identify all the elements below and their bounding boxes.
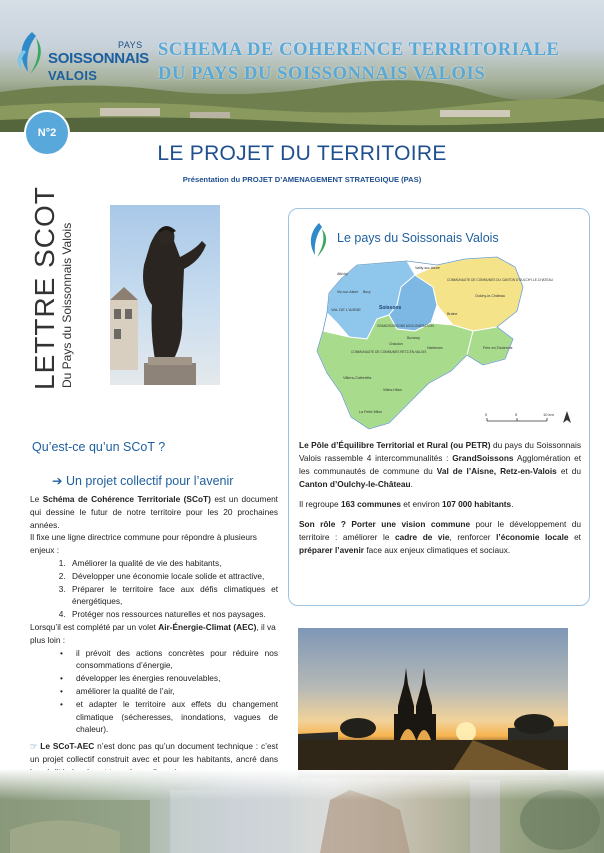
map-label-bucy: Bucy bbox=[363, 290, 371, 294]
scale-label-10: 10 km bbox=[543, 412, 554, 417]
north-arrow-icon bbox=[563, 411, 571, 423]
communes-text-run: . bbox=[511, 499, 514, 509]
cathedral-illustration bbox=[298, 628, 568, 778]
aec-actions-list bbox=[76, 647, 278, 737]
communes-text-run: 163 communes bbox=[340, 499, 401, 509]
map-label-villers: Villers-Cotterêts bbox=[343, 375, 372, 380]
role-text-run: l’économie locale bbox=[496, 532, 569, 542]
role-text-run: face aux enjeux climatiques et sociaux. bbox=[364, 545, 511, 555]
aec-intro-run: Lorsqu’il est complété par un volet bbox=[30, 621, 159, 632]
header-title bbox=[158, 38, 598, 86]
issue-badge: N°2 bbox=[24, 110, 70, 156]
map-label-braine: Braine bbox=[447, 312, 458, 316]
aec-intro-run: , il va plus loin : bbox=[30, 621, 276, 645]
logo-name: SOISSONNAIS bbox=[48, 50, 149, 67]
map-label-buzancy: Buzancy bbox=[407, 336, 421, 340]
logo-subname: VALOIS bbox=[48, 68, 98, 83]
map-label-ferte: La Ferté-Milon bbox=[359, 410, 383, 414]
scot-intro-2: Il fixe une ligne directrice commune pour répondre à plusieurs enjeux : bbox=[30, 532, 257, 556]
petr-text-run: Le Pôle d’Équilibre Territorial et Rural (ou PETR) bbox=[299, 440, 491, 450]
aec-action-item: • développer les énergies renouvelables, bbox=[76, 672, 278, 685]
scot-goals-list bbox=[68, 557, 278, 621]
scot-question-heading: Qu’est-ce qu’un SCoT ? bbox=[32, 440, 166, 454]
goal-list-item: 2. Développer une économie locale solide et attractive, bbox=[68, 570, 278, 583]
page-subtitle: Présentation du PROJET D’AMENAGEMENT STRATEGIQUE (PAS) bbox=[182, 175, 422, 184]
header-title-line1: SCHEMA DE COHERENCE TERRITORIALE bbox=[158, 40, 560, 60]
map-label-vailly: Vailly-sur-Aisne bbox=[415, 266, 440, 270]
map-label-oulchy-town: Oulchy-le-Château bbox=[475, 294, 505, 298]
logo-pays: PAYS bbox=[118, 40, 143, 50]
petr-text-run: du pays du Soissonnais Valois rassemble 4 intercommunalités : bbox=[299, 440, 581, 463]
petr-paragraph bbox=[299, 439, 581, 491]
goal-list-item: 3. Préparer le territoire face aux défis climatiques et énergétiques, bbox=[68, 583, 278, 609]
petr-text-run: et du bbox=[556, 466, 581, 476]
aec-intro-run: Air-Énergie-Climat (AEC) bbox=[158, 621, 257, 632]
map-label-val-aisne: VAL DE L'AISNE bbox=[331, 307, 361, 312]
statue-illustration bbox=[110, 205, 220, 385]
petr-text-run: . bbox=[410, 479, 413, 489]
role-text-run: Son rôle ? Porter une vision commune bbox=[299, 519, 471, 529]
map-label-attichy: Attichy bbox=[337, 272, 348, 276]
scot-intro bbox=[30, 493, 278, 531]
territory-map bbox=[297, 253, 583, 435]
role-text-run: et bbox=[568, 532, 581, 542]
scot-intro-run: Schéma de Cohérence Territoriale (SCoT) bbox=[42, 494, 211, 504]
map-label-retz: COMMUNAUTE DE COMMUNES RETZ-EN-VALOIS bbox=[351, 350, 427, 354]
closing-run: n’est donc pas qu’un document technique : c’est un projet collectif construit avec et pour les habitants, ancré dans bbox=[30, 741, 279, 764]
aec-action-item: • et adapter le territoire aux effets du changement climatique (sécheresses, inondations, vagues de chaleur). bbox=[76, 698, 278, 736]
petr-text-run: Agglomération et les communautés de commune du bbox=[299, 453, 581, 476]
header-title-line2: DU PAYS DU SOISSONNAIS VALOIS bbox=[158, 64, 486, 84]
role-text-run: , renforcer bbox=[449, 532, 497, 542]
map-label-soissons: Soissons bbox=[379, 305, 402, 311]
territory-map-panel bbox=[288, 208, 590, 606]
communes-paragraph bbox=[299, 498, 581, 511]
map-label-fere: Fère-en-Tardenois bbox=[483, 346, 513, 350]
aec-intro bbox=[30, 621, 278, 647]
scot-intro-run: Le bbox=[30, 494, 43, 504]
map-label-chaudun: Chaudun bbox=[389, 342, 403, 346]
scale-label-5: 5 bbox=[515, 412, 518, 417]
aec-action-item: • il prévoit des actions concrètes pour réduire nos consommations d’énergie, bbox=[76, 647, 278, 673]
goal-list-item: 4. Protéger nos ressources naturelles et nos paysages. bbox=[68, 608, 278, 621]
petr-text-run: Canton d’Oulchy-le-Château bbox=[299, 479, 411, 489]
aec-action-item: • améliorer la qualité de l’air, bbox=[76, 685, 278, 698]
footer-fade bbox=[0, 770, 604, 800]
page-title: LE PROJET DU TERRITOIRE bbox=[157, 142, 447, 165]
map-label-villers-helon: Villers-Hélon bbox=[383, 388, 403, 392]
scot-intro-run: est un document qui dessine le futur de notre territoire pour les 20 prochaines années. bbox=[30, 494, 278, 530]
arrow-right-icon: ➔ bbox=[52, 474, 63, 488]
vertical-title bbox=[29, 186, 80, 390]
scot-description bbox=[30, 493, 278, 779]
role-paragraph bbox=[299, 518, 581, 557]
cathedral-sunset-photo bbox=[298, 628, 568, 778]
logo bbox=[14, 24, 154, 84]
collective-project-heading bbox=[52, 473, 233, 488]
leaf-logo-icon bbox=[14, 28, 48, 78]
map-label-oulchy: COMMUNAUTE DE COMMUNES DU CANTON D'OULCHY-LE-CHATEAU bbox=[447, 278, 553, 282]
pointing-hand-icon: ☞ bbox=[30, 741, 38, 752]
collective-project-label: Un projet collectif pour l’avenir bbox=[65, 474, 234, 488]
vertical-title-sub: Du Pays du Soissonnais Valois bbox=[60, 222, 74, 388]
map-title: Le pays du Soissonais Valois bbox=[337, 231, 499, 245]
map-label-hartennes: Hartennes bbox=[427, 346, 443, 350]
petr-text-run: GrandSoissons bbox=[452, 453, 514, 463]
map-description bbox=[299, 439, 581, 564]
closing-run: Le SCoT-AEC bbox=[37, 741, 95, 752]
statue-photo bbox=[110, 205, 220, 385]
map-label-vic: Vic-sur-Aisne bbox=[337, 290, 359, 294]
communes-text-run: 107 000 habitants bbox=[442, 499, 512, 509]
scale-label-0: 0 bbox=[485, 412, 488, 417]
vertical-title-main: LETTRE SCOT bbox=[29, 186, 60, 390]
role-text-run: cadre de vie bbox=[395, 532, 450, 542]
communes-text-run: et environ bbox=[400, 499, 442, 509]
role-text-run: pour le développement du territoire : améliorer le bbox=[299, 519, 581, 542]
map-label-grandsoissons: GRANDSOISSONS AGGLOMERATION bbox=[377, 324, 434, 328]
communes-text-run: Il regroupe bbox=[299, 499, 341, 509]
header-banner bbox=[0, 0, 604, 132]
petr-text-run: Val de l’Aisne, Retz-en-Valois bbox=[436, 466, 557, 476]
goal-list-item: 1. Améliorer la qualité de vie des habitants, bbox=[68, 557, 278, 570]
role-text-run: préparer l’avenir bbox=[299, 545, 365, 555]
